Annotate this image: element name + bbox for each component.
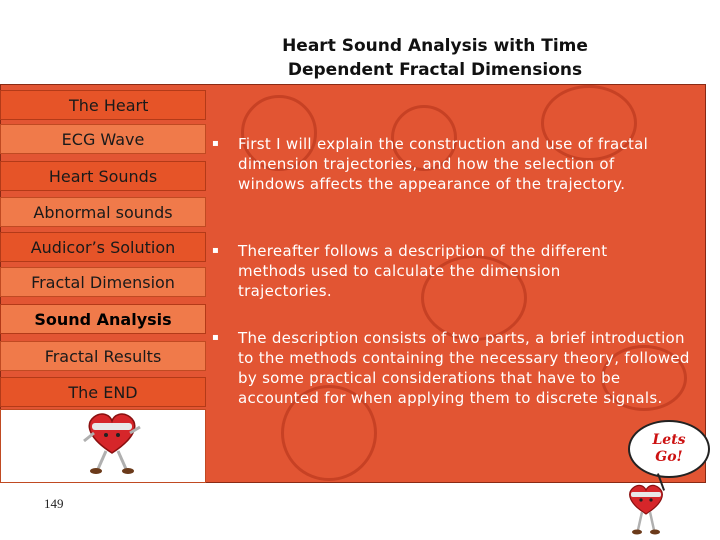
page-number: 149 bbox=[44, 496, 64, 511]
heart-mascot-walking-icon bbox=[622, 480, 670, 538]
nav-item-ecg-wave[interactable]: ECG Wave bbox=[0, 124, 206, 154]
bullet-item bbox=[212, 241, 652, 301]
nav-item-the-heart[interactable]: The Heart bbox=[0, 90, 206, 120]
bullet-marker-icon: ▪ bbox=[212, 138, 220, 149]
nav-item-audicors-solution[interactable]: Audicor’s Solution bbox=[0, 232, 206, 262]
slide-title bbox=[245, 34, 625, 82]
bullet-item bbox=[212, 134, 680, 194]
bullet-text: First I will explain the construction and use of fractal dimension trajectories, and how the selection of windows affects the appearance of the trajectory. bbox=[238, 135, 649, 193]
nav-item-the-end[interactable]: The END bbox=[0, 377, 206, 407]
bullet-text: The description consists of two parts, a brief introduction to the methods containing the necessary theory, followed by some practical considerations that have to be accounted for when applying them to discrete signals. bbox=[238, 329, 690, 407]
bullet-text: Thereafter follows a description of the different methods used to calculate the dimension trajectories. bbox=[238, 242, 608, 300]
bubble-line-2: Go! bbox=[655, 449, 683, 465]
nav-item-fractal-results[interactable]: Fractal Results bbox=[0, 341, 206, 371]
nav-item-heart-sounds[interactable]: Heart Sounds bbox=[0, 161, 206, 191]
title-line-1: Heart Sound Analysis with Time bbox=[282, 36, 588, 56]
nav-item-sound-analysis[interactable]: Sound Analysis bbox=[0, 304, 206, 334]
bullet-marker-icon: ▪ bbox=[212, 332, 220, 343]
nav-item-fractal-dimension[interactable]: Fractal Dimension bbox=[0, 267, 206, 297]
bullet-marker-icon: ▪ bbox=[212, 245, 220, 256]
bubble-line-1: Lets bbox=[652, 432, 686, 448]
bullet-item bbox=[212, 328, 700, 408]
lets-go-bubble bbox=[628, 420, 710, 478]
title-line-2: Dependent Fractal Dimensions bbox=[287, 60, 583, 80]
heart-mascot-running-icon bbox=[80, 407, 144, 483]
nav-item-abnormal-sounds[interactable]: Abnormal sounds bbox=[0, 197, 206, 227]
